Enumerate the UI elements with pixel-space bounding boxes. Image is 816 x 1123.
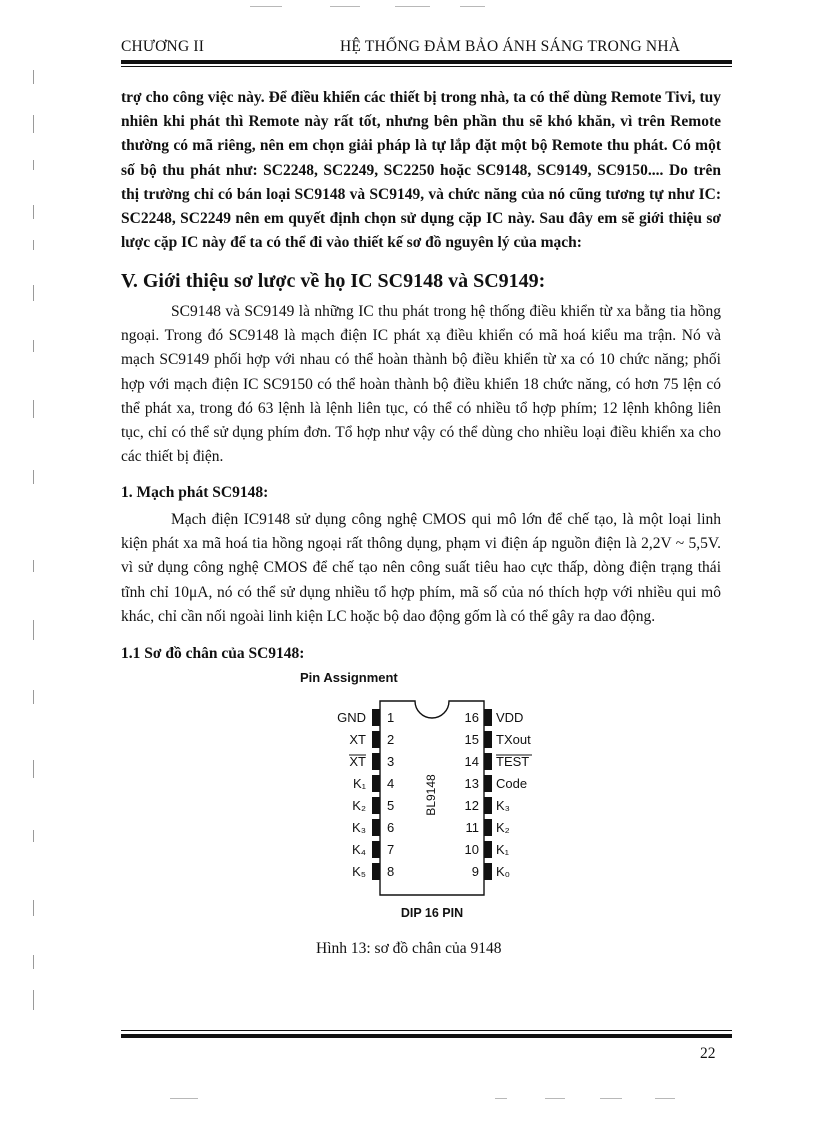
pin-name: Code [496, 776, 528, 791]
pin-bar-10 [484, 841, 492, 858]
pin-name: K₃ [496, 798, 510, 813]
subsection-heading: 1. Mạch phát SC9148: [121, 484, 269, 501]
pin-name: K₂ [352, 798, 366, 813]
pin-bar-16 [484, 709, 492, 726]
pin-num: 4 [387, 776, 395, 791]
pin-num: 15 [464, 732, 479, 747]
pin-bar-2 [372, 731, 380, 748]
pin-bar-5 [372, 797, 380, 814]
pin-name: K₂ [496, 820, 510, 835]
figure-title: Pin Assignment [300, 670, 398, 685]
intro-paragraph: trợ cho công việc này. Để điều khiển các thiết bị trong nhà, ta có thể dùng Remote Tivi, tuy nhiên khi phát thì Remote này rất tốt, nhưng bên phần thu sẽ khó khăn, vì trên Remote thường có mã riêng, nên em chọn giải pháp là tự lắp đặt một bộ Remote thu phát. Có một số bộ thu phát như: SC2248, SC2249, SC2250 hoặc SC9148, SC9149, SC9150.... Do trên thị trường chỉ có bán loại SC9148 và SC9149, và chức năng của nó cũng tương tự như IC: SC2248, SC2249 nên em quyết định chọn sử dụng cặp IC này. Sau đây em sẽ giới thiệu sơ lược cặp IC này để ta có thể đi vào thiết kế sơ đồ nguyên lý của mạch: [121, 89, 721, 252]
pin-num: 8 [387, 864, 395, 879]
page-number: 22 [700, 1045, 716, 1062]
pin-bar-3 [372, 753, 380, 770]
pin-num: 6 [387, 820, 395, 835]
pin-name: K₄ [352, 842, 366, 857]
pin-bar-9 [484, 863, 492, 880]
pin-heading: 1.1 Sơ đồ chân của SC9148: [121, 645, 305, 662]
subsection-paragraph: Mạch điện IC9148 sử dụng công nghệ CMOS qui mô lớn để chế tạo, là một loại linh kiện phát xa mã hoá tia hồng ngoại rất thông dụng, phạm vi điện áp nguồn điện là 2,2V ~ 5,5V. vì sử dụng công nghệ CMOS để chế tạo nên công suất tiêu hao cực thấp, dòng điện trạng thái tĩnh chỉ 10μA, nó có thể sử dụng nhiều tổ hợp phím, mã số của nó thích hợp với nhiều qui mô khác, chỉ cần nối ngoài linh kiện LC hoặc bộ dao động gốm là có thể gây ra dao động. [121, 511, 721, 625]
figure-caption: Hình 13: sơ đồ chân của 9148 [316, 940, 502, 957]
header-rule-thick [121, 60, 732, 64]
footer-rule-thick [121, 1034, 732, 1038]
pin-name: XT [349, 732, 366, 747]
pin-num: 10 [464, 842, 479, 857]
pin-name: TXout [496, 732, 531, 747]
pin-num: 11 [465, 820, 479, 835]
pin-bar-6 [372, 819, 380, 836]
chapter-title: HỆ THỐNG ĐẢM BẢO ÁNH SÁNG TRONG NHÀ [340, 38, 681, 55]
section-heading: V. Giới thiệu sơ lược về họ IC SC9148 và SC9149: [121, 270, 546, 292]
pin-bar-12 [484, 797, 492, 814]
pin-name: K₃ [352, 820, 366, 835]
pin-bar-7 [372, 841, 380, 858]
header-rule-thin [121, 66, 732, 67]
pin-num: 5 [387, 798, 395, 813]
pin-diagram [300, 695, 560, 925]
package-label: DIP 16 PIN [400, 906, 464, 920]
pin-name: VDD [496, 710, 524, 725]
pin-num: 13 [464, 776, 479, 791]
pin-name: XT [349, 754, 366, 769]
pin-name: K₀ [496, 864, 511, 879]
pin-name: GND [337, 710, 366, 725]
pin-name: K₁ [352, 776, 366, 791]
pin-bar-15 [484, 731, 492, 748]
pin-name: TEST [496, 754, 530, 769]
pin-num: 1 [387, 710, 395, 725]
pin-bar-1 [372, 709, 380, 726]
pin-name: K₁ [496, 842, 510, 857]
pin-bar-11 [484, 819, 492, 836]
pin-bar-14 [484, 753, 492, 770]
chip-label: BL9148 [424, 774, 438, 816]
footer-rule-thin [121, 1030, 732, 1031]
pin-num: 7 [387, 842, 395, 857]
pin-num: 9 [471, 864, 479, 879]
pin-num: 12 [464, 798, 479, 813]
pin-bar-4 [372, 775, 380, 792]
pin-bar-13 [484, 775, 492, 792]
pin-num: 16 [464, 710, 479, 725]
pin-num: 2 [387, 732, 395, 747]
pin-num: 14 [464, 754, 479, 769]
chapter-label: CHƯƠNG II [121, 38, 205, 55]
section-paragraph: SC9148 và SC9149 là những IC thu phát trong hệ thống điều khiển từ xa bằng tia hồng ngoại. Trong đó SC9148 là mạch điện IC phát xạ điều khiển có mã hoá kiểu ma trận. Nó và mạch SC9149 phối hợp với nhau có thể hoàn thành bộ điều khiển từ xa có 10 chức năng; phối hợp với mạch điện IC SC9150 có thể hoàn thành bộ điều khiển 18 chức năng, có hơn 75 lện có thể phát xa, trong đó 63 lệnh là lệnh liên tục, có thể có nhiều tổ hợp phím; 12 lệnh không liên tục, chỉ có thể sử dụng phím đơn. Tổ hợp như vậy có thể dùng cho nhiều loại điều khiển xa cho các thiết bị điện. [121, 303, 721, 466]
pin-name: K₅ [352, 864, 366, 879]
pin-bar-8 [372, 863, 380, 880]
pin-num: 3 [387, 754, 395, 769]
